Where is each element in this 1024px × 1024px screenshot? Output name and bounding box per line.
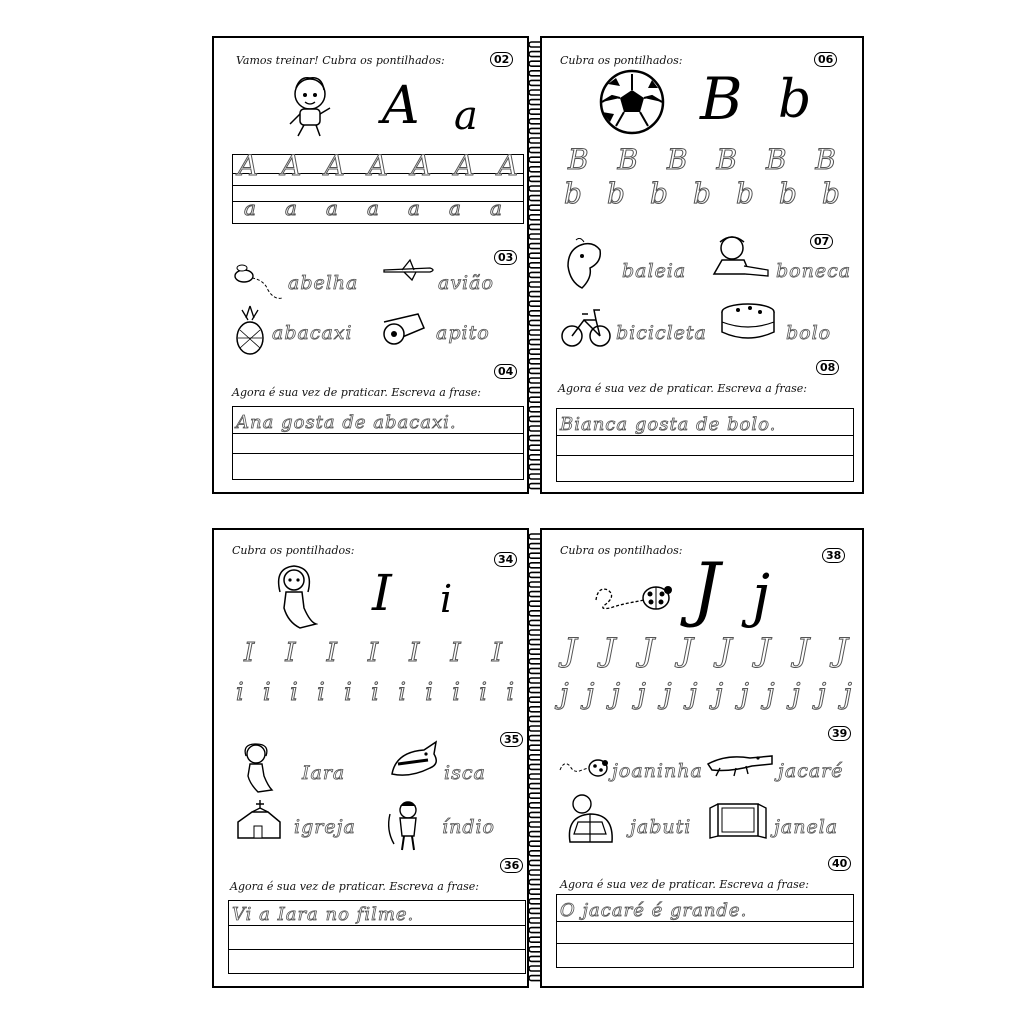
whale-illustration [562, 238, 606, 294]
word-trace: igreja [294, 816, 356, 838]
alligator-illustration [706, 746, 776, 778]
soccer-ball-illustration [598, 68, 666, 136]
word-trace: Iara [302, 762, 346, 784]
practice-instruction: Agora é sua vez de praticar. Escreva a frase: [230, 880, 480, 893]
word-trace: abelha [288, 272, 359, 294]
big-letter-lower: a [454, 93, 478, 139]
trace-letter: a [408, 196, 420, 220]
page-number: 36 [500, 858, 523, 873]
trace-letter: J [757, 631, 771, 669]
trace-letter: J [796, 631, 810, 669]
page-letter-i [212, 528, 529, 988]
trace-row-lower [244, 198, 502, 218]
trace-letter: I [409, 638, 420, 668]
trace-letter: a [326, 196, 338, 220]
sentence-trace: O jacaré é grande. [560, 900, 748, 921]
big-letter-lower: j [752, 561, 770, 629]
trace-letter: B [765, 143, 787, 176]
trace-letter: J [602, 631, 616, 669]
practice-instruction: Agora é sua vez de praticar. Escreva a frase: [560, 878, 810, 891]
trace-letter: B [617, 143, 639, 176]
trace-row-upper [244, 640, 502, 666]
trace-letter: J [718, 631, 732, 669]
trace-letter: b [650, 177, 668, 210]
trace-row-lower [236, 680, 514, 704]
trace-letter: I [326, 638, 337, 668]
indigenous-boy-illustration [384, 800, 428, 854]
trace-letter: a [490, 196, 502, 220]
word-trace: jacaré [778, 760, 844, 782]
trace-letter: A [367, 149, 389, 182]
pineapple-illustration [232, 304, 268, 356]
big-letter-lower: i [440, 577, 453, 621]
trace-letter: j [766, 677, 775, 710]
bicycle-illustration [560, 300, 612, 350]
word-trace: boneca [776, 260, 852, 282]
trace-letter: a [244, 196, 256, 220]
sentence-trace: Bianca gosta de bolo. [560, 414, 777, 435]
practice-instruction: Agora é sua vez de praticar. Escreva a frase: [232, 386, 482, 399]
doll-illustration [710, 234, 772, 280]
trace-letter: A [324, 149, 345, 182]
trace-letter: I [491, 638, 502, 668]
trace-letter: j [791, 677, 801, 710]
trace-letter: I [285, 638, 296, 668]
trace-letter: b [693, 177, 711, 210]
word-trace: bicicleta [616, 322, 707, 344]
trace-letter: b [736, 177, 754, 210]
whistle-illustration [378, 308, 430, 348]
trace-letter: i [398, 678, 406, 706]
trace-letter: J [641, 631, 655, 669]
trace-letter: j [843, 677, 852, 710]
trace-letter: A [281, 149, 302, 182]
instruction-text: Cubra os pontilhados: [560, 54, 683, 67]
trace-row-upper [238, 149, 518, 182]
trace-letter: i [452, 678, 460, 706]
trace-letter: J [835, 631, 848, 669]
trace-row-lower [560, 677, 852, 710]
trace-letter: I [367, 638, 379, 668]
boy-character-illustration [286, 74, 332, 138]
trace-letter: b [822, 177, 840, 210]
instruction-text: Cubra os pontilhados: [560, 544, 683, 557]
trace-letter: i [479, 678, 487, 706]
page-number: 40 [828, 856, 851, 871]
word-trace: baleia [622, 260, 687, 282]
page-letter-b [540, 36, 864, 494]
ladybug-small-illustration [558, 756, 610, 780]
big-letter-upper: J [692, 548, 721, 630]
word-trace: isca [444, 762, 486, 784]
page-number: 07 [810, 234, 833, 249]
page-number: 06 [814, 52, 837, 67]
page-number: 39 [828, 726, 851, 741]
trace-letter: j [585, 677, 595, 710]
sentence-trace: Ana gosta de abacaxi. [236, 412, 457, 433]
trace-letter: j [817, 677, 827, 710]
trace-letter: J [564, 631, 577, 669]
page-number: 35 [500, 732, 523, 747]
trace-letter: i [263, 678, 271, 706]
trace-letter: j [611, 677, 621, 710]
trace-letter: J [680, 631, 694, 669]
trace-letter: a [367, 196, 379, 220]
trace-letter: b [779, 177, 797, 210]
page-number: 38 [822, 548, 845, 563]
trace-letter: i [425, 678, 433, 706]
word-trace: avião [438, 272, 494, 294]
trace-letter: i [236, 678, 244, 706]
trace-letter: B [815, 143, 836, 176]
trace-letter: i [506, 678, 514, 706]
trace-letter: j [740, 677, 749, 710]
bee-illustration [230, 264, 284, 304]
fish-illustration [386, 738, 446, 782]
word-trace: índio [442, 816, 495, 838]
big-letter-lower: b [778, 70, 812, 130]
trace-letter: B [716, 143, 738, 176]
mermaid-small-illustration [238, 742, 274, 794]
airplane-illustration [382, 258, 436, 282]
sentence-trace: Vi a Iara no filme. [232, 904, 415, 925]
page-number: 02 [490, 52, 513, 67]
big-letter-upper: I [372, 564, 392, 622]
trace-letter: j [663, 677, 672, 710]
church-illustration [234, 798, 282, 840]
window-illustration [708, 800, 768, 840]
trace-letter: A [238, 149, 259, 182]
tortoise-illustration [562, 792, 618, 846]
word-trace: apito [436, 322, 490, 344]
trace-letter: j [637, 677, 646, 710]
trace-letter: i [290, 678, 298, 706]
trace-letter: a [449, 196, 461, 220]
page-number: 03 [494, 250, 517, 265]
word-trace: bolo [786, 322, 832, 344]
word-trace: abacaxi [272, 322, 353, 344]
instruction-text: Vamos treinar! Cubra os pontilhados: [236, 54, 445, 67]
page-number: 04 [494, 364, 517, 379]
trace-letter: I [450, 638, 461, 668]
trace-letter: b [607, 177, 625, 210]
trace-letter: B [666, 143, 688, 176]
practice-instruction: Agora é sua vez de praticar. Escreva a frase: [558, 382, 808, 395]
trace-letter: A [454, 149, 475, 182]
instruction-text: Cubra os pontilhados: [232, 544, 355, 557]
word-trace: jabuti [630, 816, 692, 838]
trace-letter: A [497, 149, 518, 182]
word-trace: janela [774, 816, 839, 838]
ladybug-illustration [594, 580, 676, 616]
trace-letter: j [560, 677, 569, 710]
page-letter-a [212, 36, 529, 494]
trace-letter: B [568, 143, 589, 176]
big-letter-upper: A [382, 76, 420, 136]
trace-letter: i [344, 678, 352, 706]
trace-letter: A [411, 149, 432, 182]
word-trace: joaninha [612, 760, 703, 782]
trace-letter: i [371, 678, 379, 706]
mermaid-character-illustration [270, 562, 318, 632]
trace-row-lower [564, 177, 840, 210]
page-number: 08 [816, 360, 839, 375]
cake-illustration [718, 300, 778, 346]
big-letter-upper: B [700, 65, 743, 133]
trace-row-upper [568, 143, 836, 176]
trace-letter: a [285, 196, 297, 220]
page-number: 34 [494, 552, 517, 567]
trace-row-upper [564, 631, 848, 669]
trace-letter: I [244, 638, 255, 668]
trace-letter: j [688, 677, 698, 710]
page-letter-j [540, 528, 864, 988]
trace-letter: i [317, 678, 325, 706]
trace-letter: b [564, 177, 582, 210]
trace-letter: j [714, 677, 724, 710]
